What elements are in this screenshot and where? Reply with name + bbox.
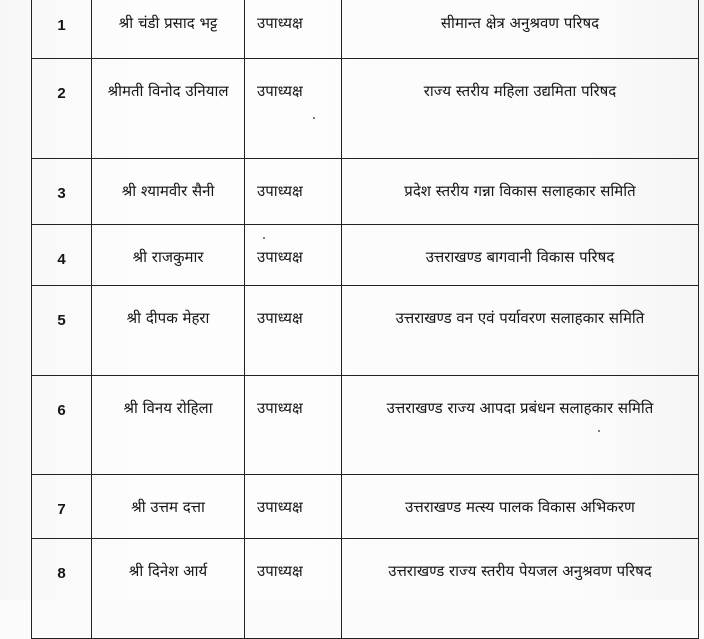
post-cell (245, 225, 342, 286)
organization-cell (342, 59, 699, 159)
table-row (32, 475, 699, 539)
organization-cell (342, 539, 699, 639)
serial-number-cell (32, 59, 92, 159)
organization-cell (342, 286, 699, 376)
post-title: उपाध्यक्ष (257, 182, 303, 200)
person-name: श्री दीपक मेहरा (126, 309, 210, 327)
serial-number: 1 (57, 17, 66, 34)
table-row (32, 539, 699, 639)
organization-cell (342, 225, 699, 286)
organization-cell (342, 0, 699, 59)
serial-number: 7 (57, 501, 66, 518)
post-title: उपाध्यक्ष (257, 14, 303, 32)
organization-name: राज्य स्तरीय महिला उद्यमिता परिषद (423, 82, 617, 100)
post-cell (245, 59, 342, 159)
appointments-table (31, 0, 699, 639)
serial-number-cell (32, 475, 92, 539)
table-row (32, 376, 699, 475)
organization-name: उत्तराखण्ड मत्स्य पालक विकास अभिकरण (405, 498, 635, 516)
serial-number: 6 (57, 402, 66, 419)
organization-name: उत्तराखण्ड राज्य आपदा प्रबंधन सलाहकार समिति (386, 399, 654, 417)
name-cell (92, 225, 245, 286)
table-row (32, 59, 699, 159)
serial-number-cell (32, 159, 92, 225)
person-name: श्री चंडी प्रसाद भट्ट (118, 14, 218, 32)
table-row (32, 0, 699, 59)
serial-number-cell (32, 286, 92, 376)
organization-cell (342, 376, 699, 475)
name-cell (92, 59, 245, 159)
scan-speck (598, 430, 600, 432)
name-cell (92, 376, 245, 475)
organization-name: सीमान्त क्षेत्र अनुश्रवण परिषद (440, 14, 600, 32)
serial-number: 5 (57, 312, 66, 329)
name-cell (92, 539, 245, 639)
serial-number: 2 (57, 85, 66, 102)
post-title: उपाध्यक्ष (257, 82, 303, 100)
post-cell (245, 539, 342, 639)
table-row (32, 225, 699, 286)
post-cell (245, 159, 342, 225)
post-cell (245, 376, 342, 475)
table-row (32, 286, 699, 376)
post-title: उपाध्यक्ष (257, 248, 303, 266)
serial-number: 4 (57, 251, 66, 268)
person-name: श्रीमती विनोद उनियाल (107, 82, 229, 100)
organization-name: उत्तराखण्ड वन एवं पर्यावरण सलाहकार समिति (395, 309, 645, 327)
organization-name: उत्तराखण्ड बागवानी विकास परिषद (425, 248, 615, 266)
scan-speck (263, 237, 265, 239)
name-cell (92, 286, 245, 376)
post-cell (245, 475, 342, 539)
post-title: उपाध्यक्ष (257, 498, 303, 516)
post-title: उपाध्यक्ष (257, 562, 303, 580)
post-cell (245, 286, 342, 376)
person-name: श्री विनय रोहिला (123, 399, 213, 417)
serial-number: 8 (57, 565, 66, 582)
serial-number-cell (32, 539, 92, 639)
person-name: श्री श्यामवीर सैनी (121, 182, 215, 200)
organization-cell (342, 159, 699, 225)
name-cell (92, 159, 245, 225)
post-title: उपाध्यक्ष (257, 309, 303, 327)
person-name: श्री राजकुमार (132, 248, 204, 266)
person-name: श्री उत्तम दत्ता (131, 498, 205, 516)
serial-number-cell (32, 225, 92, 286)
serial-number-cell (32, 376, 92, 475)
serial-number-cell (32, 0, 92, 59)
table-row (32, 159, 699, 225)
serial-number: 3 (57, 185, 66, 202)
organization-name: उत्तराखण्ड राज्य स्तरीय पेयजल अनुश्रवण परिषद (388, 562, 652, 580)
organization-name: प्रदेश स्तरीय गन्ना विकास सलाहकार समिति (404, 182, 636, 200)
post-cell (245, 0, 342, 59)
name-cell (92, 0, 245, 59)
scan-speck (313, 117, 315, 119)
person-name: श्री दिनेश आर्य (128, 562, 208, 580)
name-cell (92, 475, 245, 539)
organization-cell (342, 475, 699, 539)
post-title: उपाध्यक्ष (257, 399, 303, 417)
